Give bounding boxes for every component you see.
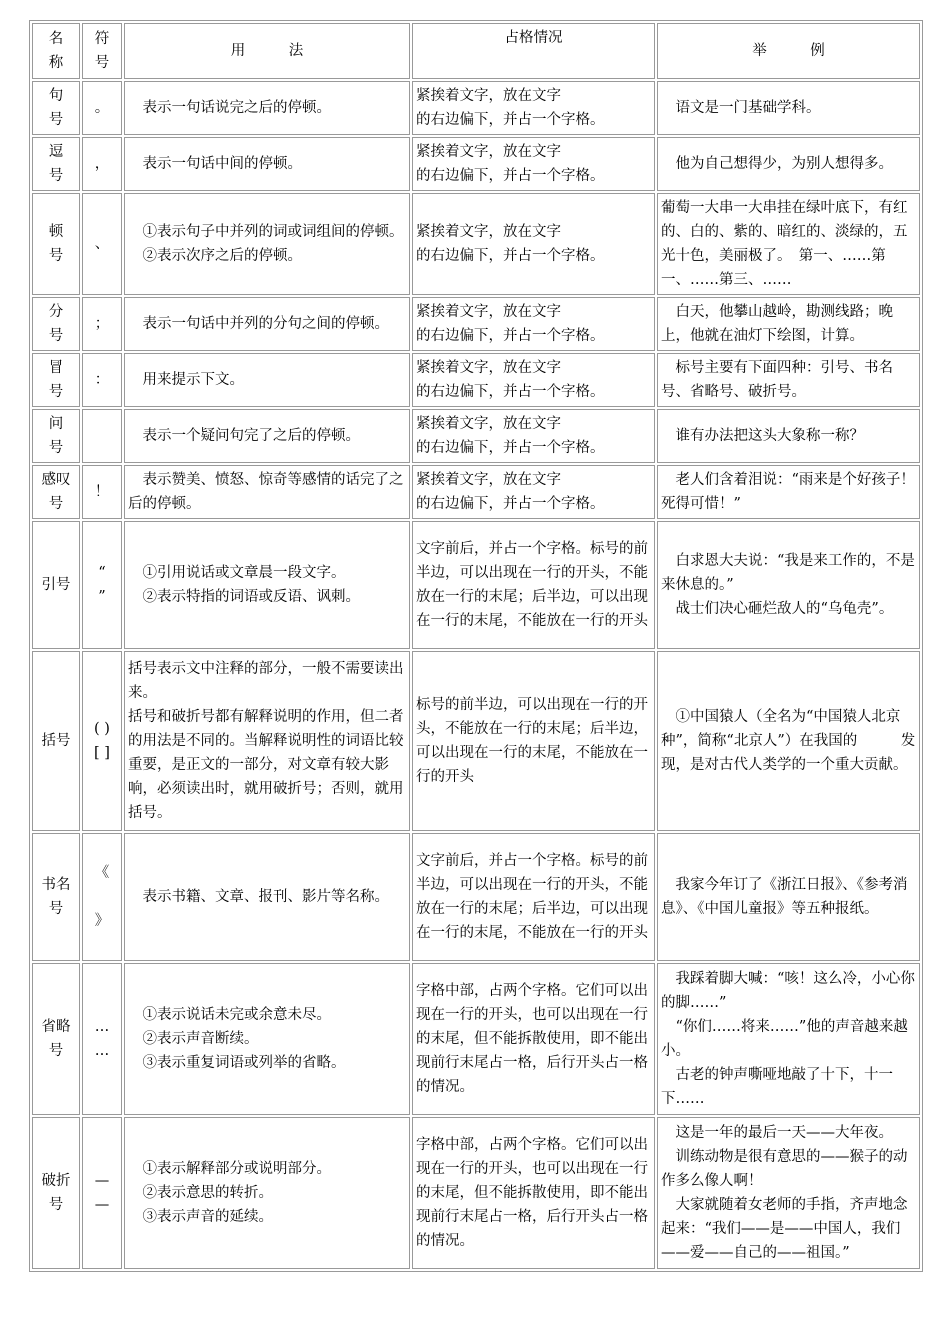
mark-usage: ①表示解释部分或说明部分。 ②表示意思的转折。 ③表示声音的延续。 <box>124 1117 410 1269</box>
table-row <box>32 465 920 519</box>
mark-name: 省略 号 <box>32 963 80 1115</box>
mark-example: 老人们含着泪说：“雨来是个好孩子！死得可惜！” <box>657 465 920 519</box>
table-row <box>32 137 920 191</box>
header-example: 举 例 <box>657 23 920 79</box>
mark-symbol: ： <box>82 353 122 407</box>
mark-name: 感叹 号 <box>32 465 80 519</box>
mark-name: 引号 <box>32 521 80 649</box>
mark-example: ①中国猿人（全名为“中国猿人北京种”，简称“北京人”）在我国的 发现，是对古代人类学的一个重大贡献。 <box>657 651 920 831</box>
mark-name: 分 号 <box>32 297 80 351</box>
mark-example: 白天，他攀山越岭，勘测线路；晚上，他就在油灯下绘图，计算。 <box>657 297 920 351</box>
mark-usage: 表示一句话中间的停顿。 <box>124 137 410 191</box>
mark-position: 文字前后，并占一个字格。标号的前半边，可以出现在一行的开头，不能放在一行的末尾；后半边，可以出现在一行的末尾，不能放在一行的开头 <box>412 833 655 961</box>
mark-example: 我家今年订了《浙江日报》、《参考消息》、《中国儿童报》等五种报纸。 <box>657 833 920 961</box>
mark-symbol: ！ <box>82 465 122 519</box>
header-position: 占格情况 <box>412 23 655 79</box>
mark-name: 书名 号 <box>32 833 80 961</box>
table-row <box>32 651 920 831</box>
mark-name: 问 号 <box>32 409 80 463</box>
mark-example: 语文是一门基础学科。 <box>657 81 920 135</box>
table-row <box>32 353 920 407</box>
header-symbol: 符 号 <box>82 23 122 79</box>
table-row <box>32 833 920 961</box>
mark-usage: 用来提示下文。 <box>124 353 410 407</box>
mark-position: 字格中部，占两个字格。它们可以出现在一行的开头，也可以出现在一行的末尾，但不能拆散使用，即不能出现前行末尾占一格，后行开头占一格的情况。 <box>412 1117 655 1269</box>
mark-example: 这是一年的最后一天——大年夜。 训练动物是很有意思的——猴子的动作多么像人啊！ 大家就随着女老师的手指，齐声地念起来：“我们——是——中国人，我们——爱——自己的——祖国。” <box>657 1117 920 1269</box>
table-row <box>32 193 920 295</box>
mark-position: 字格中部，占两个字格。它们可以出现在一行的开头，也可以出现在一行的末尾，但不能拆散使用，即不能出现前行末尾占一格，后行开头占一格的情况。 <box>412 963 655 1115</box>
table-row <box>32 963 920 1115</box>
mark-symbol <box>82 409 122 463</box>
mark-example: 标号主要有下面四种：引号、书名号、省略号、破折号。 <box>657 353 920 407</box>
mark-usage: 表示一句话中并列的分句之间的停顿。 <box>124 297 410 351</box>
mark-symbol: … … <box>82 963 122 1115</box>
mark-position: 紧挨着文字，放在文字 的右边偏下，并占一个字格。 <box>412 81 655 135</box>
mark-name: 括号 <box>32 651 80 831</box>
mark-usage: ①表示说话未完或余意未尽。 ②表示声音断续。 ③表示重复词语或列举的省略。 <box>124 963 410 1115</box>
table-row <box>32 297 920 351</box>
mark-example: 葡萄一大串一大串挂在绿叶底下，有红的、白的、紫的、暗红的、淡绿的，五光十色，美丽极了。 第一、……第一、……第三、…… <box>657 193 920 295</box>
mark-name: 破折 号 <box>32 1117 80 1269</box>
table-row <box>32 521 920 649</box>
mark-position: 紧挨着文字，放在文字 的右边偏下，并占一个字格。 <box>412 193 655 295</box>
mark-name: 顿 号 <box>32 193 80 295</box>
mark-symbol: ， <box>82 137 122 191</box>
mark-usage: ①引用说话或文章晨一段文字。 ②表示特指的词语或反语、讽刺。 <box>124 521 410 649</box>
header-row <box>32 23 920 79</box>
mark-usage: 表示书籍、文章、报刊、影片等名称。 <box>124 833 410 961</box>
mark-name: 逗 号 <box>32 137 80 191</box>
header-name: 名 称 <box>32 23 80 79</box>
mark-example: 白求恩大夫说：“我是来工作的，不是来休息的。” 战士们决心砸烂敌人的“乌龟壳”。 <box>657 521 920 649</box>
header-usage: 用 法 <box>124 23 410 79</box>
mark-position: 文字前后，并占一个字格。标号的前半边，可以出现在一行的开头，不能放在一行的末尾；后半边，可以出现在一行的末尾，不能放在一行的开头 <box>412 521 655 649</box>
mark-usage: 表示一句话说完之后的停顿。 <box>124 81 410 135</box>
mark-symbol: 、 <box>82 193 122 295</box>
table-row <box>32 409 920 463</box>
mark-example: 我踩着脚大喊：“咳！这么冷，小心你的脚……” “你们……将来……”他的声音越来越小。 古老的钟声嘶哑地敲了十下，十一下…… <box>657 963 920 1115</box>
mark-symbol: “ ” <box>82 521 122 649</box>
mark-usage: 表示赞美、愤怒、惊奇等感情的话完了之后的停顿。 <box>124 465 410 519</box>
mark-position: 紧挨着文字，放在文字 的右边偏下，并占一个字格。 <box>412 465 655 519</box>
mark-example: 他为自己想得少，为别人想得多。 <box>657 137 920 191</box>
mark-symbol: ( ) [ ] <box>82 651 122 831</box>
mark-example: 谁有办法把这头大象称一称？ <box>657 409 920 463</box>
mark-name: 句 号 <box>32 81 80 135</box>
table-row <box>32 81 920 135</box>
mark-position: 紧挨着文字，放在文字 的右边偏下，并占一个字格。 <box>412 297 655 351</box>
mark-symbol: 。 <box>82 81 122 135</box>
mark-position: 紧挨着文字，放在文字 的右边偏下，并占一个字格。 <box>412 353 655 407</box>
mark-position: 标号的前半边，可以出现在一行的开 头，不能放在一行的末尾；后半边，可以出现在一行的末尾，不能放在一行的开头 <box>412 651 655 831</box>
mark-symbol: ； <box>82 297 122 351</box>
mark-usage: ①表示句子中并列的词或词组间的停顿。 ②表示次序之后的停顿。 <box>124 193 410 295</box>
mark-position: 紧挨着文字，放在文字 的右边偏下，并占一个字格。 <box>412 409 655 463</box>
mark-usage: 括号表示文中注释的部分，一般不需要读出来。 括号和破折号都有解释说明的作用，但二者的用法是不同的。当解释说明性的词语比较重要，是正文的一部分，对文章有较大影响，必须读出时，就用破折号；否则，就用括号。 <box>124 651 410 831</box>
mark-symbol: 《 》 <box>82 833 122 961</box>
mark-name: 冒 号 <box>32 353 80 407</box>
mark-usage: 表示一个疑问句完了之后的停顿。 <box>124 409 410 463</box>
mark-symbol: — — <box>82 1117 122 1269</box>
mark-position: 紧挨着文字，放在文字 的右边偏下，并占一个字格。 <box>412 137 655 191</box>
table-row <box>32 1117 920 1269</box>
punctuation-table <box>29 20 923 1272</box>
